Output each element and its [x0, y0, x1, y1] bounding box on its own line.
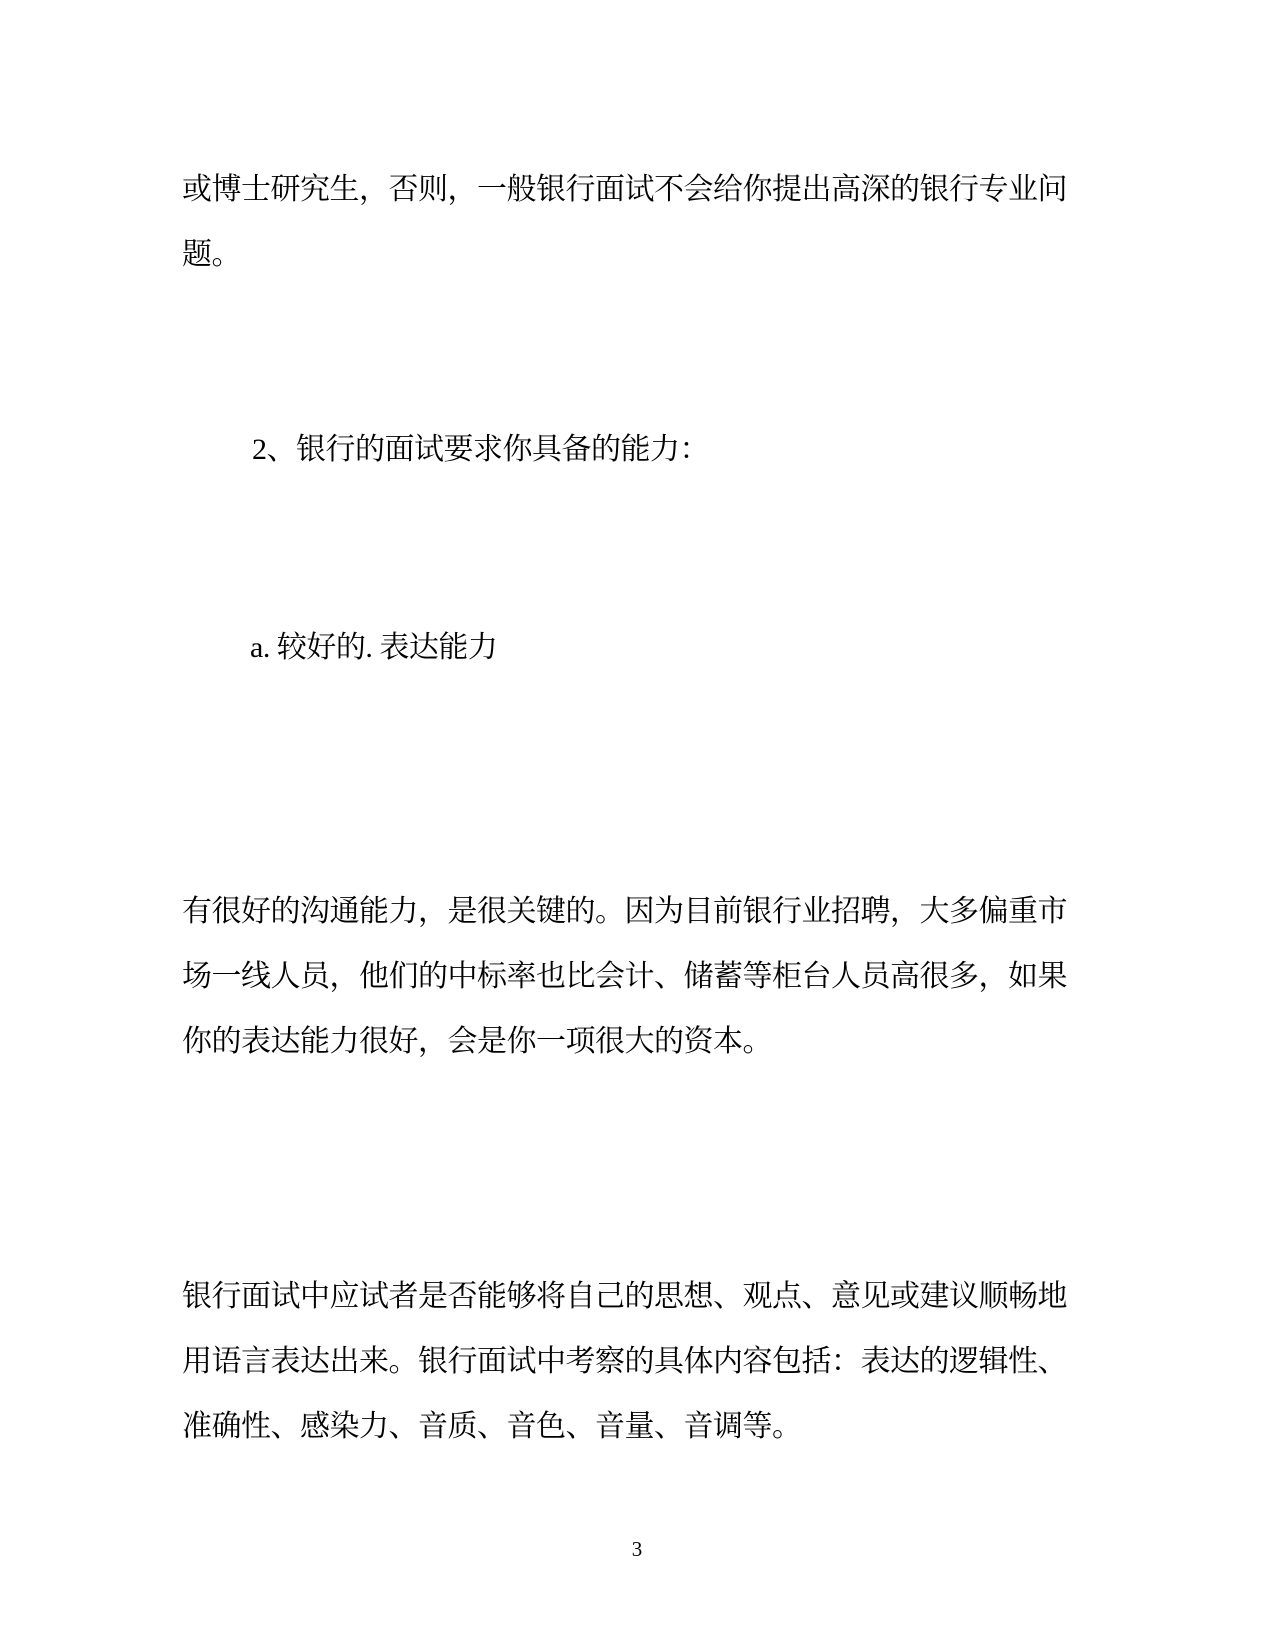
heading-line: 2、银行的面试要求你具备的能力：	[252, 433, 709, 466]
paragraph-continuation	[182, 157, 1067, 287]
body-paragraph	[182, 1264, 1067, 1459]
paragraph-line: 或博士研究生，否则，一般银行面试不会给你提出高深的银行专业问	[182, 173, 1067, 206]
section-heading	[252, 417, 709, 482]
paragraph-line: 你的表达能力很好，会是你一项很大的资本。	[182, 1025, 772, 1058]
body-paragraph	[182, 879, 1067, 1074]
paragraph-line: 有很好的沟通能力，是很关键的。因为目前银行业招聘，大多偏重市	[182, 895, 1067, 928]
subheading-line: a. 较好的. 表达能力	[250, 631, 498, 664]
paragraph-line: 场一线人员，他们的中标率也比会计、储蓄等柜台人员高很多，如果	[182, 960, 1067, 993]
page-number: 3	[631, 1537, 643, 1561]
paragraph-line: 用语言表达出来。银行面试中考察的具体内容包括：表达的逻辑性、	[182, 1345, 1067, 1378]
paragraph-line: 准确性、感染力、音质、音色、音量、音调等。	[182, 1410, 802, 1443]
paragraph-line: 银行面试中应试者是否能够将自己的思想、观点、意见或建议顺畅地	[182, 1280, 1067, 1313]
section-subheading	[250, 615, 497, 680]
paragraph-line: 题。	[182, 238, 241, 271]
